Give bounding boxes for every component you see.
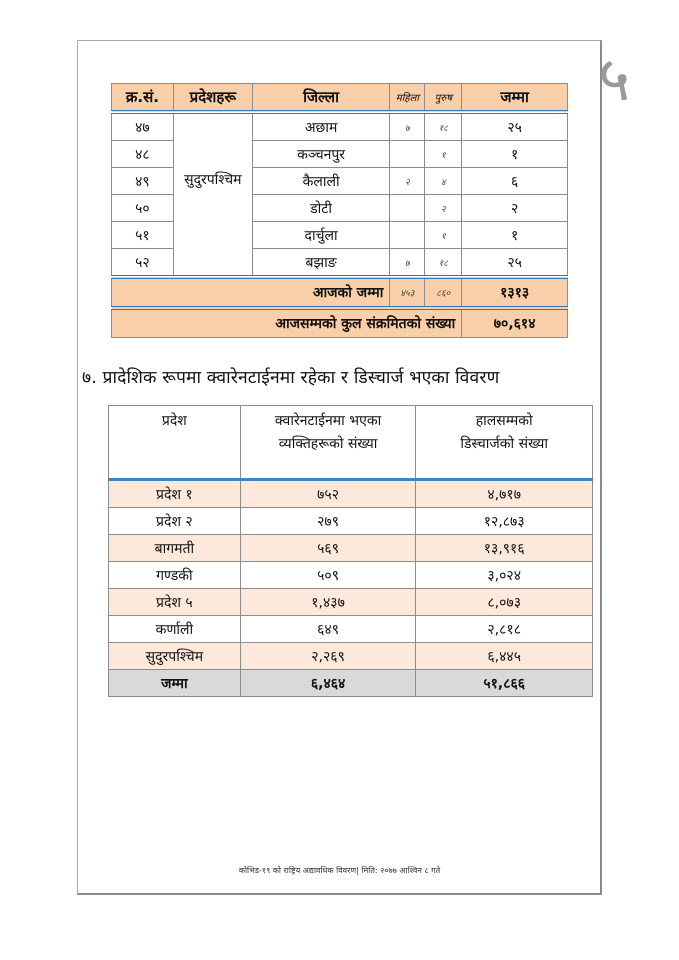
district-cell: कञ्चनपुर <box>252 141 390 168</box>
quarantine-cell: १,४३७ <box>240 589 416 616</box>
male-cell: ४ <box>425 168 462 195</box>
section-title: ७. प्रादेशिक रूपमा क्वारेनटाईनमा रहेका र डिस्चार्ज भएका विवरण <box>82 368 500 388</box>
table-row <box>112 112 568 141</box>
total-cell: २५ <box>462 249 568 278</box>
header-discharge <box>416 406 593 480</box>
male-cell: १८ <box>425 112 462 141</box>
header-province: प्रदेश <box>109 406 241 480</box>
total-cell: १ <box>462 222 568 249</box>
today-total-female: ४५३ <box>390 277 425 308</box>
female-cell: ७ <box>390 112 425 141</box>
header-discharge-line2: डिस्चार्जको संख्या <box>460 436 549 452</box>
cumulative-value: ७०,६१४ <box>462 308 568 338</box>
province-cell: कर्णाली <box>109 616 241 643</box>
header-district: जिल्ला <box>252 84 390 113</box>
district-cell: दार्चुला <box>252 222 390 249</box>
quarantine-cell: ७५२ <box>240 480 416 508</box>
discharged-cell: १२,८७३ <box>416 508 593 535</box>
quarantine-cell: २७९ <box>240 508 416 535</box>
page-number: ५ <box>598 42 631 115</box>
total-cell: २ <box>462 195 568 222</box>
header-total: जम्मा <box>462 84 568 113</box>
province-cell: प्रदेश १ <box>109 480 241 508</box>
header-male: पुरुष <box>425 84 462 113</box>
female-cell: २ <box>390 168 425 195</box>
cumulative-total-row <box>112 308 568 338</box>
serial-cell: ४७ <box>112 112 174 141</box>
district-cell: अछाम <box>252 112 390 141</box>
header-quarantine-line2: व्यक्तिहरूको संख्या <box>278 436 378 452</box>
female-cell: ७ <box>390 249 425 278</box>
table-row <box>109 643 593 670</box>
table-row <box>109 589 593 616</box>
total-cell: २५ <box>462 112 568 141</box>
header-quarantine-line1: क्वारेनटाईनमा भएका <box>274 413 382 429</box>
table-row <box>109 535 593 562</box>
cumulative-label: आजसम्मको कुल संक्रमितको संख्या <box>112 308 462 338</box>
province-cell: सुदुरपश्चिम <box>109 643 241 670</box>
quarantine-cell: ५०९ <box>240 562 416 589</box>
female-cell <box>390 222 425 249</box>
page-footer: कोभिड-१९ को राष्ट्रिय अद्यावधिक विवरण| मिति: २०७७ आश्विन ८ गते <box>238 866 441 875</box>
total-discharged: ५१,८६६ <box>416 670 593 697</box>
discharged-cell: २,८१८ <box>416 616 593 643</box>
province-cell: सुदुरपश्चिम <box>173 112 252 277</box>
district-cases-table <box>111 83 568 338</box>
header-quarantine <box>240 406 416 480</box>
total-cell: १ <box>462 141 568 168</box>
serial-cell: ५० <box>112 195 174 222</box>
table-row <box>109 562 593 589</box>
header-serial: क्र.सं. <box>112 84 174 113</box>
male-cell: १ <box>425 141 462 168</box>
table-row <box>109 616 593 643</box>
table-header-row <box>109 406 593 480</box>
province-cell: प्रदेश २ <box>109 508 241 535</box>
serial-cell: ४८ <box>112 141 174 168</box>
discharged-cell: ८,०७३ <box>416 589 593 616</box>
table-header-row <box>112 84 568 113</box>
today-total-label: आजको जम्मा <box>112 277 390 308</box>
total-quarantine: ६,४६४ <box>240 670 416 697</box>
province-cell: गण्डकी <box>109 562 241 589</box>
discharged-cell: ३,०२४ <box>416 562 593 589</box>
male-cell: १ <box>425 222 462 249</box>
quarantine-discharge-table <box>108 405 593 697</box>
serial-cell: ४९ <box>112 168 174 195</box>
today-total-row <box>112 277 568 308</box>
table-row <box>109 480 593 508</box>
discharged-cell: ६,४४५ <box>416 643 593 670</box>
province-cell: प्रदेश ५ <box>109 589 241 616</box>
quarantine-cell: ५६९ <box>240 535 416 562</box>
table-row <box>109 508 593 535</box>
quarantine-cell: २,२६९ <box>240 643 416 670</box>
header-female: महिला <box>390 84 425 113</box>
quarantine-cell: ६४९ <box>240 616 416 643</box>
header-discharge-line1: हालसम्मको <box>475 413 533 429</box>
district-cell: बझाङ <box>252 249 390 278</box>
today-total-male: ८६० <box>425 277 462 308</box>
serial-cell: ५१ <box>112 222 174 249</box>
total-cell: ६ <box>462 168 568 195</box>
male-cell: १८ <box>425 249 462 278</box>
female-cell <box>390 195 425 222</box>
total-row <box>109 670 593 697</box>
male-cell: २ <box>425 195 462 222</box>
today-total-value: १३१३ <box>462 277 568 308</box>
province-cell: बागमती <box>109 535 241 562</box>
serial-cell: ५२ <box>112 249 174 278</box>
discharged-cell: ४,७१७ <box>416 480 593 508</box>
district-cell: डोटी <box>252 195 390 222</box>
total-label: जम्मा <box>109 670 241 697</box>
female-cell <box>390 141 425 168</box>
header-province: प्रदेशहरू <box>173 84 252 113</box>
discharged-cell: १३,९१६ <box>416 535 593 562</box>
district-cell: कैलाली <box>252 168 390 195</box>
